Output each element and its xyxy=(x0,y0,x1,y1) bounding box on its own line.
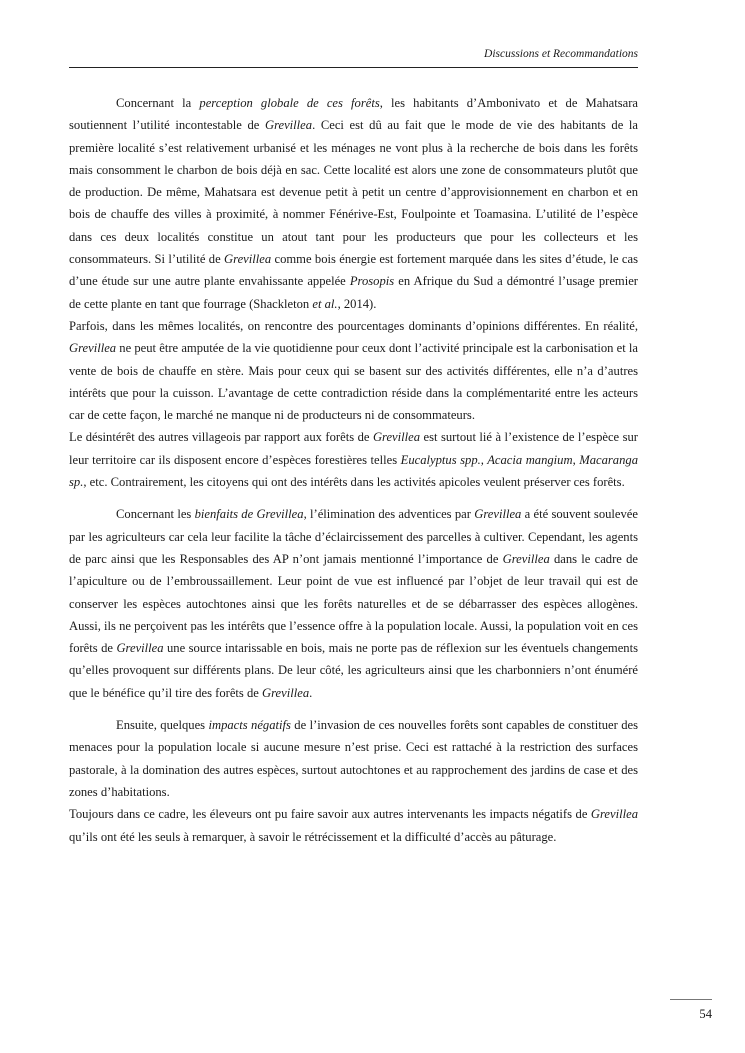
emphasis-term: impacts négatifs xyxy=(208,718,291,733)
paragraph-impacts xyxy=(69,714,638,803)
paragraph-desinteret xyxy=(69,426,638,493)
paragraph-bienfaits xyxy=(69,503,638,704)
text-run: Concernant les xyxy=(116,507,195,522)
citation-etal: et al. xyxy=(312,296,338,311)
emphasis-term: perception globale de ces forêts xyxy=(199,96,380,110)
species-list: Eucalyptus spp., Acacia mangium, Macaranga sp. xyxy=(69,452,638,490)
species-name: Grevillea xyxy=(262,685,310,700)
species-name: Grevillea xyxy=(224,252,272,267)
page-number: 54 xyxy=(699,1007,712,1021)
text-run: Le désintérêt des autres villageois par rapport aux forêts de xyxy=(69,430,373,445)
species-name: Grevillea xyxy=(69,341,117,356)
text-run: Toujours dans ce cadre, les éleveurs ont pu faire savoir aux autres intervenants les impacts négatifs de xyxy=(69,807,591,822)
body-text xyxy=(69,92,638,848)
paragraph-opinions xyxy=(69,315,638,426)
text-run: , etc. Contrairement, les citoyens qui ont des intérêts dans les activités apicoles veulent préserver ces forêts. xyxy=(83,475,625,490)
text-run: Parfois, dans les mêmes localités, on rencontre des pourcentages dominants d’opinions différentes. En réalité, xyxy=(69,318,638,333)
species-name: Grevillea xyxy=(264,118,313,133)
text-run: en Afrique du Sud a démontré l’usage premier de cette plante en tant que fourrage (Shackleton xyxy=(69,274,638,311)
text-run: dans le cadre de l’apiculture ou de l’embroussaillement. Leur point de vue est influencé par l’objet de leur travail qui est de conserver les espèces autochtones ainsi que les forêts naturelles et de se débarrasser des espèces allogènes. Aussi, ils ne perçoivent pas les intérêts que l’essence offre à la population locale. Aussi, la population voit en ces forêts de xyxy=(69,551,638,656)
text-run: une source intarissable en bois, mais ne porte pas de réflexion sur les éventuels changements qu’elles provoquent sur différents plans. De leur côté, les agriculteurs ainsi que les charbonniers n’ont énuméré que le bénéfice qu’il tire des forêts de xyxy=(69,641,638,700)
text-run: a été souvent soulevée par les agriculteurs car cela leur facilite la tâche d’éclaircissement des parcelles à cultiver. Cependant, les agents de parc ainsi que les Responsables des AP n’ont jamais mentionné l’importance de xyxy=(69,507,638,566)
text-run: de l’invasion de ces nouvelles forêts sont capables de constituer des menaces pour la population locale si aucune mesure n’est prise. Ceci est rattaché à la restriction des surfaces pastorale, à la domination des autres espèces, surtout autochtones et au rapprochement des jardins de case et des zones d’habitations. xyxy=(69,718,638,799)
text-run: . xyxy=(309,685,313,700)
footer-divider xyxy=(670,999,712,1000)
text-run: comme bois énergie est fortement marquée dans les sites d’étude, le cas d’une étude sur une autre plante envahissante appelée xyxy=(69,252,639,289)
species-name: Grevillea xyxy=(590,807,638,822)
species-name: Grevillea xyxy=(116,641,164,656)
text-run: qu’ils ont été les seuls à remarquer, à savoir le rétrécissement et la difficulté d’accès au pâturage. xyxy=(69,829,557,844)
text-run: Ensuite, quelques xyxy=(116,718,209,733)
emphasis-term: bienfaits de Grevillea xyxy=(194,507,304,522)
text-run: . Ceci est dû au fait que le mode de vie des habitants de la première localité s’est relativement urbanisé et les ménages ne vont plus à la recherche de bois dans les forêts mais consomment le charbon de bois déjà en sac. Cette localité est alors une zone de consommateurs plutôt que de production. De même, Mahatsara est devenue petit à petit un centre d’approvisionnement en charbon et en bois de chauffe des villes à proximité, à nommer Fénérive-Est, Foulpointe et Toamasina. L’utilité de l’espèce dans ces deux localités constitue un atout tant pour les producteurs que pour les collecteurs et les consommateurs. Si l’utilité de xyxy=(69,118,639,267)
text-run: Concernant la xyxy=(116,96,200,110)
text-run: , l’élimination des adventices par xyxy=(303,507,475,522)
species-name: Grevillea xyxy=(502,551,550,566)
text-run: est surtout lié à l’existence de l’espèce sur leur territoire car ils disposent encore d’espèces forestières telles xyxy=(69,430,638,467)
text-run: , les habitants d’Ambonivato et de Mahatsara soutiennent l’utilité incontestable de xyxy=(69,96,639,133)
header-divider xyxy=(69,67,638,68)
species-name: Grevillea xyxy=(474,507,522,522)
species-name: Grevillea xyxy=(372,430,421,445)
species-name: Prosopis xyxy=(349,274,395,289)
page-header-title: Discussions et Recommandations xyxy=(484,48,638,60)
paragraph-eleveurs xyxy=(69,803,638,848)
paragraph-perception xyxy=(69,92,638,315)
text-run: ne peut être amputée de la vie quotidienne pour ceux dont l’activité principale est la carbonisation et la vente de bois de chauffe en stère. Mais pour ceux qui se basent sur des activités différentes, elle n’a d’autres intérêts que pour la cuisson. L’avantage de cette contradiction réside dans la complémentarité entre les acteurs car de cette façon, le marché ne manque ni de producteurs ni de consommateurs. xyxy=(69,341,638,423)
text-run: , 2014). xyxy=(337,296,377,311)
